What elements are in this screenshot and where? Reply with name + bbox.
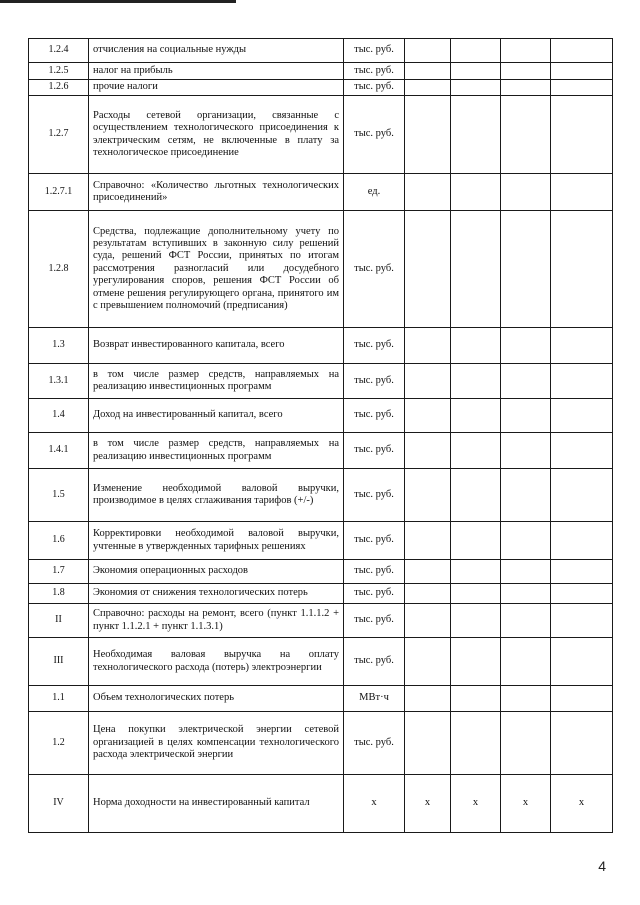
row-description: Экономия операционных расходов — [89, 560, 344, 584]
table-row — [29, 560, 613, 584]
value-cell — [501, 638, 551, 686]
value-cell: х — [501, 775, 551, 833]
value-cell — [551, 399, 613, 433]
value-cell — [405, 364, 451, 399]
row-unit: тыс. руб. — [344, 328, 405, 364]
row-number: 1.4 — [29, 399, 89, 433]
table-row — [29, 364, 613, 399]
table-row — [29, 211, 613, 328]
value-cell — [451, 604, 501, 638]
row-description: Изменение необходимой валовой выручки, производимое в целях сглаживания тарифов (+/-) — [89, 469, 344, 522]
row-unit: МВт·ч — [344, 686, 405, 712]
value-cell — [501, 399, 551, 433]
value-cell — [405, 560, 451, 584]
table-row — [29, 80, 613, 96]
row-description: в том числе размер средств, направляемых на реализацию инвестиционных программ — [89, 433, 344, 469]
table-row — [29, 433, 613, 469]
value-cell — [501, 712, 551, 775]
value-cell — [501, 522, 551, 560]
row-number: 1.2.7.1 — [29, 174, 89, 211]
value-cell — [551, 80, 613, 96]
value-cell — [451, 39, 501, 63]
row-number: IV — [29, 775, 89, 833]
table-row — [29, 328, 613, 364]
value-cell — [501, 174, 551, 211]
table-row — [29, 63, 613, 80]
value-cell — [551, 686, 613, 712]
value-cell: х — [551, 775, 613, 833]
row-number: 1.2.6 — [29, 80, 89, 96]
row-description: налог на прибыль — [89, 63, 344, 80]
row-description: отчисления на социальные нужды — [89, 39, 344, 63]
row-number: 1.7 — [29, 560, 89, 584]
value-cell — [551, 96, 613, 174]
value-cell — [405, 469, 451, 522]
row-description: прочие налоги — [89, 80, 344, 96]
value-cell — [551, 604, 613, 638]
value-cell — [501, 39, 551, 63]
value-cell — [451, 522, 501, 560]
row-number: 1.2.7 — [29, 96, 89, 174]
page-number: 4 — [598, 858, 606, 874]
value-cell — [405, 399, 451, 433]
table-row — [29, 174, 613, 211]
row-unit: х — [344, 775, 405, 833]
value-cell — [451, 584, 501, 604]
row-number: 1.8 — [29, 584, 89, 604]
row-unit: тыс. руб. — [344, 712, 405, 775]
value-cell — [551, 328, 613, 364]
value-cell — [551, 211, 613, 328]
value-cell — [551, 584, 613, 604]
row-unit: тыс. руб. — [344, 638, 405, 686]
value-cell — [405, 39, 451, 63]
value-cell — [551, 560, 613, 584]
table-row — [29, 584, 613, 604]
value-cell — [405, 686, 451, 712]
value-cell — [451, 174, 501, 211]
value-cell — [451, 80, 501, 96]
value-cell — [451, 560, 501, 584]
value-cell — [501, 364, 551, 399]
value-cell — [501, 80, 551, 96]
row-number: 1.3.1 — [29, 364, 89, 399]
row-number: 1.6 — [29, 522, 89, 560]
value-cell — [501, 211, 551, 328]
top-edge-line — [0, 0, 236, 3]
value-cell — [501, 560, 551, 584]
value-cell — [501, 469, 551, 522]
value-cell — [501, 686, 551, 712]
value-cell — [451, 328, 501, 364]
table-row — [29, 638, 613, 686]
row-description: Справочно: расходы на ремонт, всего (пункт 1.1.1.2 + пункт 1.1.2.1 + пункт 1.1.3.1) — [89, 604, 344, 638]
value-cell — [451, 364, 501, 399]
table-row — [29, 686, 613, 712]
row-number: II — [29, 604, 89, 638]
row-unit: тыс. руб. — [344, 96, 405, 174]
table-row — [29, 712, 613, 775]
row-number: 1.2 — [29, 712, 89, 775]
table-body — [29, 39, 613, 833]
value-cell — [551, 712, 613, 775]
value-cell: х — [451, 775, 501, 833]
row-number: 1.3 — [29, 328, 89, 364]
row-number: 1.4.1 — [29, 433, 89, 469]
value-cell — [451, 63, 501, 80]
row-unit: тыс. руб. — [344, 39, 405, 63]
value-cell — [405, 433, 451, 469]
value-cell — [451, 712, 501, 775]
value-cell — [551, 364, 613, 399]
table-row — [29, 96, 613, 174]
row-unit: тыс. руб. — [344, 63, 405, 80]
value-cell — [501, 604, 551, 638]
value-cell — [405, 328, 451, 364]
value-cell — [405, 211, 451, 328]
value-cell — [405, 63, 451, 80]
row-description: Средства, подлежащие дополнительному учету по результатам вступивших в законную силу решений суда, решений ФСТ России, принятых по итогам рассмотрения разногласий или досудебного урегулирования споров, решения ФСТ России об отмене решения регулирующего органа, принятого им с превышением полномочий (предписания) — [89, 211, 344, 328]
value-cell — [551, 522, 613, 560]
row-description: Объем технологических потерь — [89, 686, 344, 712]
row-number: III — [29, 638, 89, 686]
value-cell — [405, 522, 451, 560]
row-description: Цена покупки электрической энергии сетевой организацией в целях компенсации технологического расхода электрической энергии — [89, 712, 344, 775]
value-cell — [451, 638, 501, 686]
value-cell — [501, 433, 551, 469]
value-cell — [501, 328, 551, 364]
row-unit: тыс. руб. — [344, 433, 405, 469]
row-description: Экономия от снижения технологических потерь — [89, 584, 344, 604]
table-row — [29, 604, 613, 638]
value-cell — [451, 433, 501, 469]
table-row — [29, 775, 613, 833]
row-unit: тыс. руб. — [344, 80, 405, 96]
value-cell — [451, 211, 501, 328]
value-cell — [405, 80, 451, 96]
table-row — [29, 469, 613, 522]
row-description: в том числе размер средств, направляемых на реализацию инвестиционных программ — [89, 364, 344, 399]
value-cell — [405, 638, 451, 686]
row-unit: тыс. руб. — [344, 469, 405, 522]
row-unit: тыс. руб. — [344, 560, 405, 584]
row-description: Корректировки необходимой валовой выручки, учтенные в утвержденных тарифных решениях — [89, 522, 344, 560]
value-cell — [451, 686, 501, 712]
row-number: 1.1 — [29, 686, 89, 712]
row-number: 1.2.5 — [29, 63, 89, 80]
table-row — [29, 522, 613, 560]
cost-table — [28, 38, 613, 833]
value-cell — [551, 63, 613, 80]
row-unit: тыс. руб. — [344, 399, 405, 433]
value-cell — [451, 96, 501, 174]
row-description: Расходы сетевой организации, связанные с осуществлением технологического присоединения к электрическим сетям, не включенные в плату за технологическое присоединение — [89, 96, 344, 174]
row-number: 1.2.8 — [29, 211, 89, 328]
row-unit: тыс. руб. — [344, 584, 405, 604]
value-cell — [405, 174, 451, 211]
value-cell — [551, 469, 613, 522]
value-cell — [405, 584, 451, 604]
row-number: 1.2.4 — [29, 39, 89, 63]
value-cell — [501, 96, 551, 174]
row-description: Справочно: «Количество льготных технологических присоединений» — [89, 174, 344, 211]
value-cell — [551, 433, 613, 469]
value-cell — [451, 399, 501, 433]
value-cell — [405, 712, 451, 775]
value-cell — [551, 638, 613, 686]
value-cell — [405, 604, 451, 638]
value-cell: х — [405, 775, 451, 833]
value-cell — [501, 584, 551, 604]
row-unit: ед. — [344, 174, 405, 211]
value-cell — [551, 39, 613, 63]
table-row — [29, 399, 613, 433]
value-cell — [551, 174, 613, 211]
value-cell — [501, 63, 551, 80]
row-unit: тыс. руб. — [344, 604, 405, 638]
row-description: Норма доходности на инвестированный капитал — [89, 775, 344, 833]
row-unit: тыс. руб. — [344, 522, 405, 560]
row-unit: тыс. руб. — [344, 364, 405, 399]
table-row — [29, 39, 613, 63]
row-description: Необходимая валовая выручка на оплату технологического расхода (потерь) электроэнергии — [89, 638, 344, 686]
row-unit: тыс. руб. — [344, 211, 405, 328]
value-cell — [451, 469, 501, 522]
row-number: 1.5 — [29, 469, 89, 522]
row-description: Возврат инвестированного капитала, всего — [89, 328, 344, 364]
value-cell — [405, 96, 451, 174]
row-description: Доход на инвестированный капитал, всего — [89, 399, 344, 433]
